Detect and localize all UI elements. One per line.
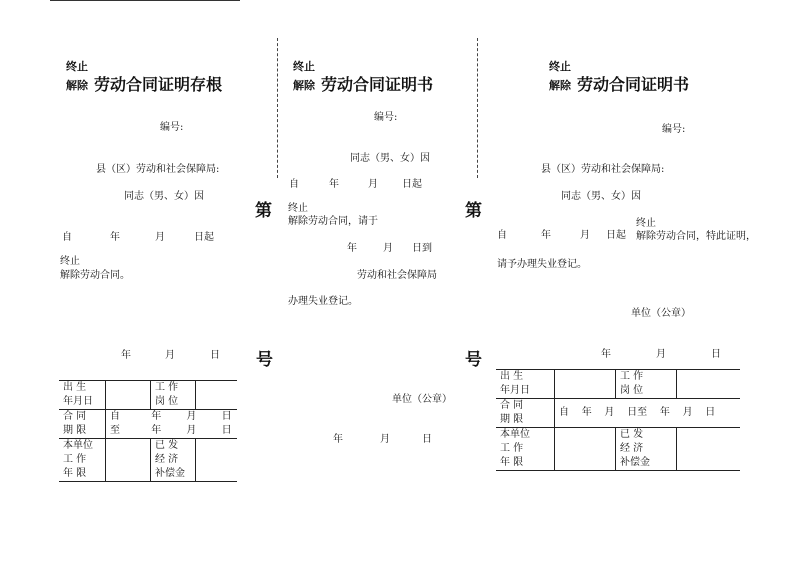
- stub-title: 劳动合同证明存根: [94, 75, 223, 94]
- right-birth-value[interactable]: [555, 370, 616, 385]
- middle-title: 劳动合同证明书: [321, 75, 434, 94]
- right-years-label-c: 年 限: [500, 457, 524, 468]
- right-years-label-b: 工 作: [500, 443, 524, 454]
- stub-number-label: 编号:: [160, 122, 184, 133]
- right-comrade: 同志（男、女）因: [561, 191, 641, 202]
- stub-bureau: 县（区）劳动和社会保障局:: [96, 164, 220, 175]
- right-title: 劳动合同证明书: [577, 75, 690, 94]
- right-register: 请予办理失业登记。: [497, 259, 587, 270]
- stub-comrade: 同志（男、女）因: [124, 191, 204, 202]
- right-paid-value[interactable]: [677, 428, 741, 443]
- middle-bureau: 劳动和社会保障局: [357, 270, 437, 281]
- right-paid-label-a: 已 发: [616, 428, 677, 443]
- seam-mark-di-left: 第: [255, 201, 272, 221]
- middle-seal: 单位（公章）: [392, 394, 452, 405]
- stub-paid-label-c: 补偿金: [151, 467, 196, 482]
- right-from-zi: 自: [497, 230, 507, 241]
- right-term-value[interactable]: 自 年 月 日至 年 月 日: [555, 399, 741, 428]
- stub-date-ri: 日: [210, 350, 220, 361]
- stub-years-label-c: 年 限: [63, 468, 87, 479]
- stub-term-label-b: 期 限: [63, 425, 87, 436]
- stub-date-yue: 月: [165, 350, 175, 361]
- right-from-riqi: 日起: [606, 230, 626, 241]
- right-from-nian: 年: [541, 230, 551, 241]
- stub-job-label-b: 岗 位: [151, 395, 196, 410]
- stub-paid-value[interactable]: [196, 439, 238, 454]
- stub-birth-value[interactable]: [106, 381, 151, 396]
- stub-title-bottom: 解除: [66, 79, 88, 92]
- right-title-top: 终止: [549, 60, 571, 73]
- right-title-bottom: 解除: [549, 79, 571, 92]
- right-from-yue: 月: [580, 230, 590, 241]
- middle-from-zi: 自: [289, 179, 299, 190]
- right-info-table: [496, 369, 740, 471]
- seam-mark-hao-left: 号: [256, 350, 273, 370]
- right-number-label: 编号:: [662, 124, 686, 135]
- middle-comrade: 同志（男、女）因: [350, 153, 430, 164]
- stub-years-value[interactable]: [106, 439, 151, 454]
- right-paid-label-c: 补偿金: [616, 456, 677, 471]
- middle-title-top: 终止: [293, 60, 315, 73]
- right-bureau: 县（区）劳动和社会保障局:: [541, 164, 665, 175]
- seam-mark-hao-right: 号: [465, 350, 482, 370]
- stub-from-zi: 自: [62, 232, 72, 243]
- right-term-label-b: 期 限: [500, 414, 524, 425]
- middle-number-label: 编号:: [374, 112, 398, 123]
- cut-line-left: [277, 38, 278, 178]
- stub-term-to[interactable]: 至 年 月 日: [106, 424, 238, 439]
- stub-job-label-a: 工 作: [151, 381, 196, 396]
- stub-from-riqi: 日起: [194, 232, 214, 243]
- middle-to-nian: 年: [347, 243, 357, 254]
- right-years-value[interactable]: [555, 428, 616, 443]
- right-date-ri: 日: [711, 349, 721, 360]
- stub-term-label-a: 合 同: [59, 410, 106, 425]
- middle-date-yue: 月: [380, 434, 390, 445]
- middle-date-nian: 年: [333, 434, 343, 445]
- right-job-label-a: 工 作: [616, 370, 677, 385]
- stub-paid-label-b: 经 济: [151, 453, 196, 467]
- right-date-nian: 年: [601, 349, 611, 360]
- top-rule: [50, 0, 240, 1]
- stub-from-yue: 月: [155, 232, 165, 243]
- middle-to-yue: 月: [383, 243, 393, 254]
- middle-date-ri: 日: [422, 434, 432, 445]
- stub-title-top: 终止: [66, 60, 88, 73]
- middle-from-riqi: 日起: [402, 179, 422, 190]
- right-job-label-b: 岗 位: [616, 384, 677, 399]
- stub-birth-label-b: 年月日: [63, 396, 93, 407]
- right-birth-label-b: 年月日: [500, 385, 530, 396]
- middle-end-bottom: 解除劳动合同，请于: [288, 216, 378, 227]
- right-birth-label-a: 出 生: [496, 370, 555, 385]
- right-end-bottom: 解除劳动合同，特此证明，: [636, 231, 756, 242]
- right-date-yue: 月: [656, 349, 666, 360]
- stub-from-nian: 年: [110, 232, 120, 243]
- stub-end-bottom: 解除劳动合同。: [60, 270, 130, 281]
- seam-mark-di-right: 第: [465, 201, 482, 221]
- right-job-value[interactable]: [677, 370, 741, 385]
- stub-date-nian: 年: [121, 350, 131, 361]
- right-years-label-a: 本单位: [496, 428, 555, 443]
- middle-end-top: 终止: [288, 203, 308, 214]
- middle-title-bottom: 解除: [293, 79, 315, 92]
- middle-to-riao: 日到: [412, 243, 432, 254]
- stub-years-label-a: 本单位: [59, 439, 106, 454]
- middle-register: 办理失业登记。: [288, 296, 358, 307]
- right-paid-label-b: 经 济: [616, 442, 677, 456]
- stub-job-value[interactable]: [196, 381, 238, 396]
- middle-from-nian: 年: [329, 179, 339, 190]
- stub-end-top: 终止: [60, 256, 80, 267]
- middle-from-yue: 月: [368, 179, 378, 190]
- stub-info-table: [59, 380, 237, 482]
- right-seal: 单位（公章）: [631, 308, 691, 319]
- right-term-label-a: 合 同: [496, 399, 555, 414]
- stub-years-label-b: 工 作: [63, 454, 87, 465]
- stub-paid-label-a: 已 发: [151, 439, 196, 454]
- stub-term-from[interactable]: 自 年 月 日: [106, 410, 238, 425]
- right-end-top: 终止: [636, 218, 656, 229]
- stub-birth-label-a: 出 生: [59, 381, 106, 396]
- cut-line-right: [477, 38, 478, 178]
